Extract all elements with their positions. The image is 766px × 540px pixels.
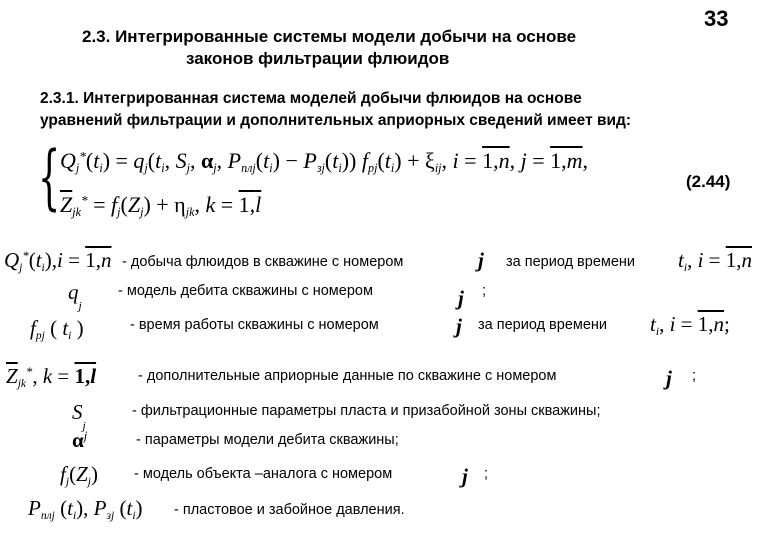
- definition-text: - дополнительные априорные данные по скважине с номером: [138, 368, 557, 384]
- system-brace: {: [38, 136, 61, 218]
- definition-text-2: ;: [692, 368, 697, 384]
- page-number: 33: [704, 6, 729, 31]
- equation-number: (2.44): [686, 172, 731, 191]
- definition-symbol: $P_{плj}$ $(t_i)$, $P_{зj}$ $(t_i)$: [28, 496, 143, 523]
- subsection-heading-line-2: уравнений фильтрации и дополнительных априорных сведений имеет вид:: [40, 112, 632, 129]
- definition-text: - фильтрационные параметры пласта и призабойной зоны скважины;: [132, 403, 601, 419]
- system-equation-1: $Q_j^*(t_i) = q_j(t_i$, $S_j$, $\alpha_j$, $P_{плj}(t_i) - P_{зj}(t_i)$) $f_{pj}(t_i) + \xi_{ij}$, $i = 1,\overline{n}$, $j = 1,\overline{m}$,: [60, 148, 589, 176]
- definition-symbol-period: $t_i$, $i = 1,\overline{n}$;: [650, 312, 730, 339]
- definition-text-2: ;: [482, 283, 487, 299]
- definition-text: - модель дебита скважины с номером: [118, 283, 373, 299]
- section-heading-line-2: законов фильтрации флюидов: [186, 49, 450, 68]
- section-heading-line-1: 2.3. Интегрированные системы модели добычи на основе: [82, 27, 577, 46]
- definition-text: - пластовое и забойное давления.: [174, 502, 405, 518]
- definition-text: - модель объекта –аналога с номером: [134, 466, 393, 482]
- definition-symbol: $S_j$: [72, 400, 86, 433]
- definition-text-2: за период времени: [506, 254, 636, 270]
- definition-symbol-j: j: [478, 248, 484, 272]
- definition-text: - параметры модели дебита скважины;: [136, 432, 399, 448]
- definition-symbol-j: j: [456, 314, 462, 338]
- system-equation-2: $\overline{Z}_{jk}^* = f_j(Z_j) + \eta_{jk}$, $k = 1,\overline{l}$: [60, 192, 262, 220]
- definition-symbol-period: $t_i$, $i = 1,\overline{n}$: [678, 248, 752, 275]
- definition-text: - добыча флюидов в скважине с номером: [122, 254, 404, 270]
- definition-text-2: за период времени: [478, 317, 608, 333]
- definition-symbol: $f_{pj}$ ( $t_i$ ): [30, 316, 84, 343]
- definition-symbol: $f_j(Z_j)$: [60, 462, 98, 489]
- definition-symbol-j: j: [462, 464, 468, 488]
- definition-symbol: $\overline{Z}_{jk}^*$, $k = 1,\overline{l}$: [6, 364, 97, 391]
- definition-symbol: $q_j$: [68, 280, 82, 313]
- subsection-heading-line-1: 2.3.1. Интегрированная система моделей добычи флюидов на основе: [40, 90, 582, 107]
- definition-symbol-j: j: [458, 286, 464, 310]
- definition-symbol: $\alpha^j$: [72, 428, 88, 452]
- definition-text-2: ;: [484, 466, 489, 482]
- definition-symbol-j: j: [666, 366, 672, 390]
- definition-symbol: $Q_j^*(t_i),i = 1,\overline{n}$: [4, 248, 112, 275]
- definition-text: - время работы скважины с номером: [130, 317, 379, 333]
